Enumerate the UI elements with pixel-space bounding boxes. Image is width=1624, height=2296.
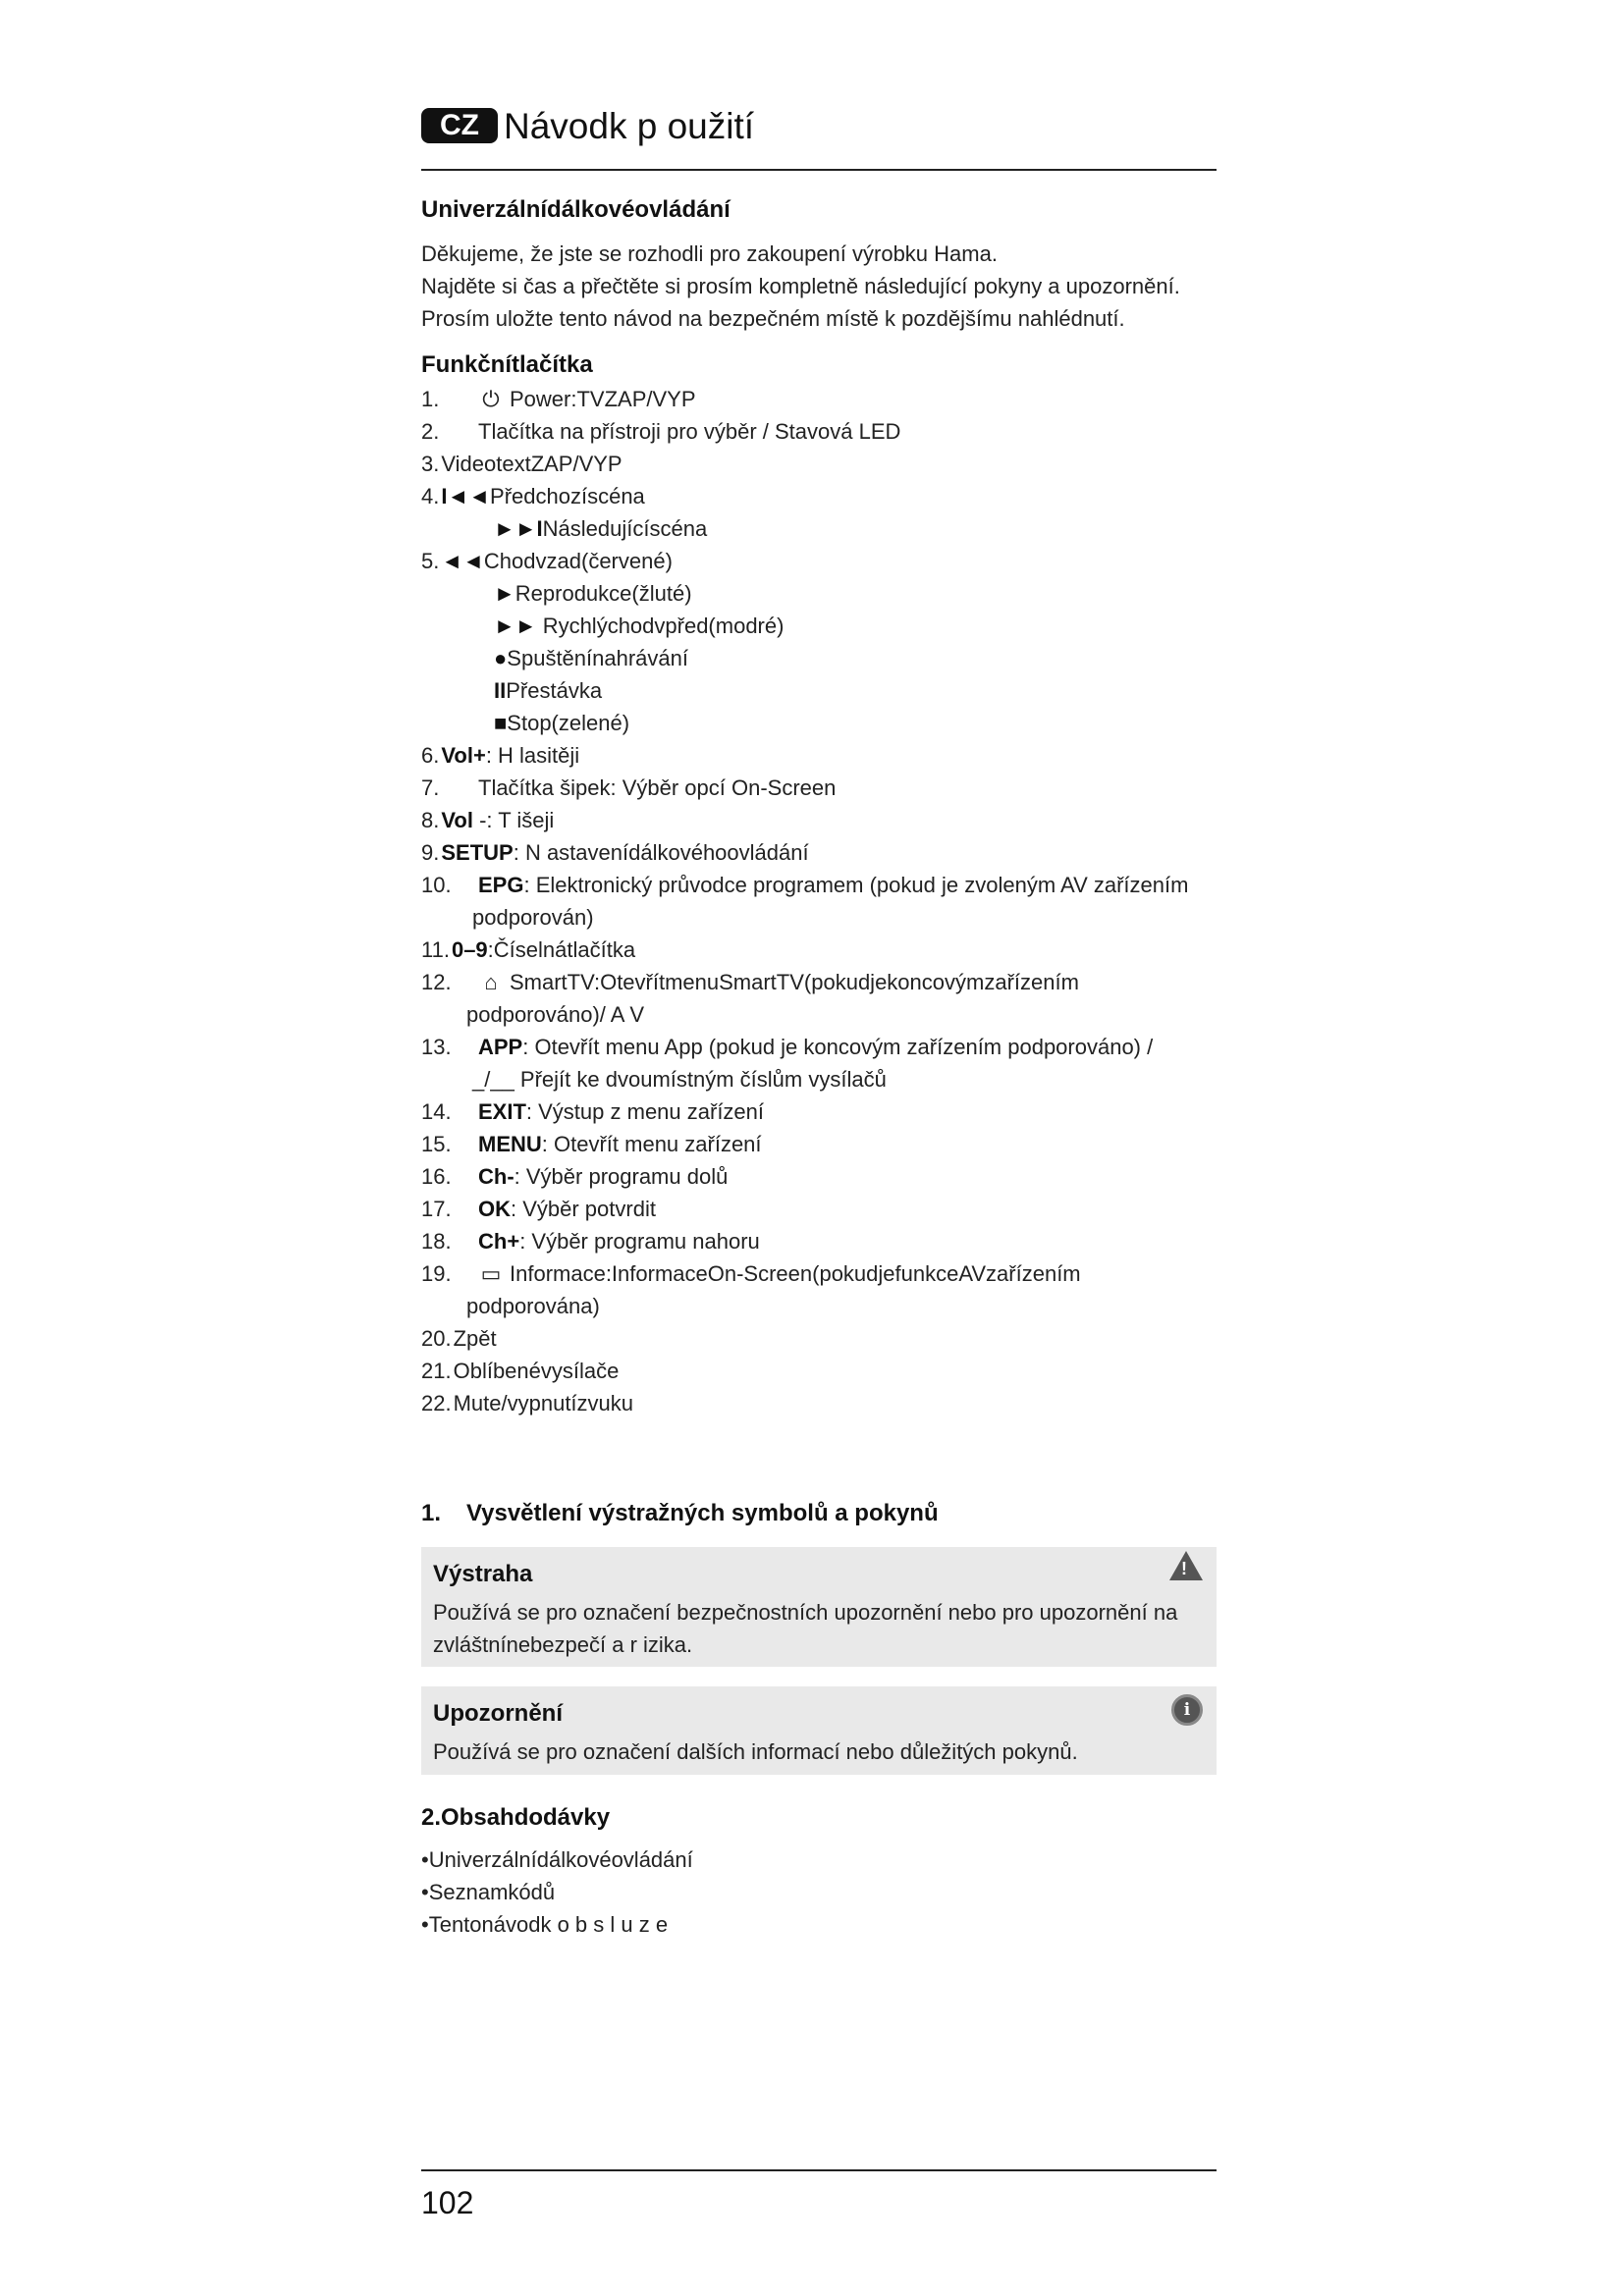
list-item: ●Spuštěnínahrávání [494, 646, 688, 670]
list-item: 1. ⏻ Power:TVZAP/VYP [421, 383, 1217, 415]
list-item: 21. Oblíbenévysílače [421, 1359, 620, 1383]
list-item: ■Stop(zelené) [494, 711, 630, 735]
list-item: ►►INásledujícíscéna [494, 516, 708, 541]
page-title: Návodk p oužití [504, 106, 755, 146]
info-screen-icon: ▭ [480, 1261, 502, 1286]
intro-section [421, 194, 1217, 335]
warning-triangle-icon: ! [1169, 1551, 1203, 1580]
media-symbol: I◄◄ [441, 484, 491, 508]
list-item: •Univerzálnídálkovéovládání [421, 1847, 693, 1872]
list-item: ►Reprodukce(žluté) [494, 581, 692, 606]
list-item-continuation: podporována) [466, 1294, 600, 1318]
page-number: 102 [421, 2185, 474, 2220]
warning-box [421, 1547, 1217, 1667]
intro-title: Univerzálnídálkovéovládání [421, 196, 731, 223]
warning-text: Používá se pro označení bezpečnostních upozornění nebo pro upozornění na zvláštnínebezpečí a r izika. [433, 1600, 1178, 1657]
list-item: ►► Rychlýchodvpřed(modré) [494, 614, 785, 638]
function-list [421, 383, 1217, 1419]
intro-line: Prosím uložte tento návod na bezpečném místě k pozdějšímu nahlédnutí. [421, 306, 1125, 331]
list-item: 3. VideotextZAP/VYP [421, 452, 623, 476]
list-item: IIPřestávka [494, 678, 603, 703]
list-item: 19. ▭ Informace:InformaceOn-Screen(pokudjefunkceAVzařízením [421, 1257, 1217, 1290]
list-item: 8. Vol -: T išeji [421, 808, 555, 832]
package-contents-title: 2.Obsahdodávky [421, 1804, 611, 1831]
list-item: 10. EPG: Elektronický průvodce programem (pokud je zvoleným AV zařízením [421, 873, 1189, 897]
list-item: 9. SETUP: N astavenídálkovéhoovládání [421, 840, 809, 865]
list-item: 22. Mute/vypnutízvuku [421, 1391, 634, 1415]
media-symbol: ► [494, 581, 515, 606]
list-item: 16. Ch-: Výběr programu dolů [421, 1164, 729, 1189]
symbols-section [421, 1498, 1217, 1529]
page [421, 0, 1217, 2296]
media-symbol: II [494, 678, 507, 703]
list-item: 20. Zpět [421, 1326, 497, 1351]
list-item: 2. Tlačítka na přístroji pro výběr / Stavová LED [421, 419, 901, 444]
power-icon: ⏻ [482, 387, 500, 411]
list-item: 4. I◄◄Předchozíscéna [421, 484, 645, 508]
info-circle-icon: i [1171, 1694, 1203, 1726]
list-item-continuation: _/__ Přejít ke dvoumístným číslům vysílačů [472, 1067, 887, 1092]
list-item: 11. 0–9:Číselnátlačítka [421, 937, 636, 962]
note-title: Upozornění [433, 1700, 563, 1727]
list-item: 14. EXIT: Výstup z menu zařízení [421, 1099, 765, 1124]
function-buttons-title: Funkčnítlačítka [421, 351, 593, 378]
language-badge: CZ [421, 108, 498, 143]
list-item: 7. Tlačítka šipek: Výběr opcí On-Screen [421, 775, 837, 800]
list-item-continuation: podporováno)/ A V [466, 1002, 645, 1027]
list-item-continuation: podporován) [472, 905, 594, 930]
home-icon: ⌂ [484, 970, 498, 994]
media-symbol: ►► [494, 614, 537, 638]
note-text: Používá se pro označení dalších informací nebo důležitých pokynů. [433, 1739, 1078, 1764]
list-item: 13. APP: Otevřít menu App (pokud je koncovým zařízením podporováno) / [421, 1035, 1154, 1059]
package-contents-list [421, 1843, 1217, 1941]
warning-title: Výstraha [433, 1561, 533, 1587]
intro-line: Najděte si čas a přečtěte si prosím kompletně následující pokyny a upozornění. [421, 274, 1180, 298]
package-contents-section [421, 1802, 1217, 1941]
intro-text [421, 238, 1217, 335]
media-symbol: ■ [494, 711, 508, 735]
function-buttons-section [421, 349, 1217, 1419]
page-footer [421, 2169, 1217, 2220]
list-item: 18. Ch+: Výběr programu nahoru [421, 1229, 760, 1254]
list-item: •Tentonávodk o b s l u z e [421, 1912, 669, 1937]
list-item: 17. OK: Výběr potvrdit [421, 1197, 656, 1221]
list-item: 12. ⌂ SmartTV:OtevřítmenuSmartTV(pokudjekoncovýmzařízením [421, 966, 1217, 998]
list-item: 15. MENU: Otevřít menu zařízení [421, 1132, 762, 1156]
media-symbol: ● [494, 646, 508, 670]
list-item: 5. ◄◄Chodvzad(červené) [421, 549, 673, 573]
list-item: •Seznamkódů [421, 1880, 556, 1904]
note-box [421, 1686, 1217, 1775]
symbols-section-title: 1. Vysvětlení výstražných symbolů a pokynů [421, 1500, 939, 1526]
list-item: 6. Vol+: H lasitěji [421, 743, 580, 768]
media-symbol: ◄◄ [441, 549, 484, 573]
page-header [421, 102, 1217, 171]
media-symbol: ►►I [494, 516, 543, 541]
intro-line: Děkujeme, že jste se rozhodli pro zakoupení výrobku Hama. [421, 241, 998, 266]
